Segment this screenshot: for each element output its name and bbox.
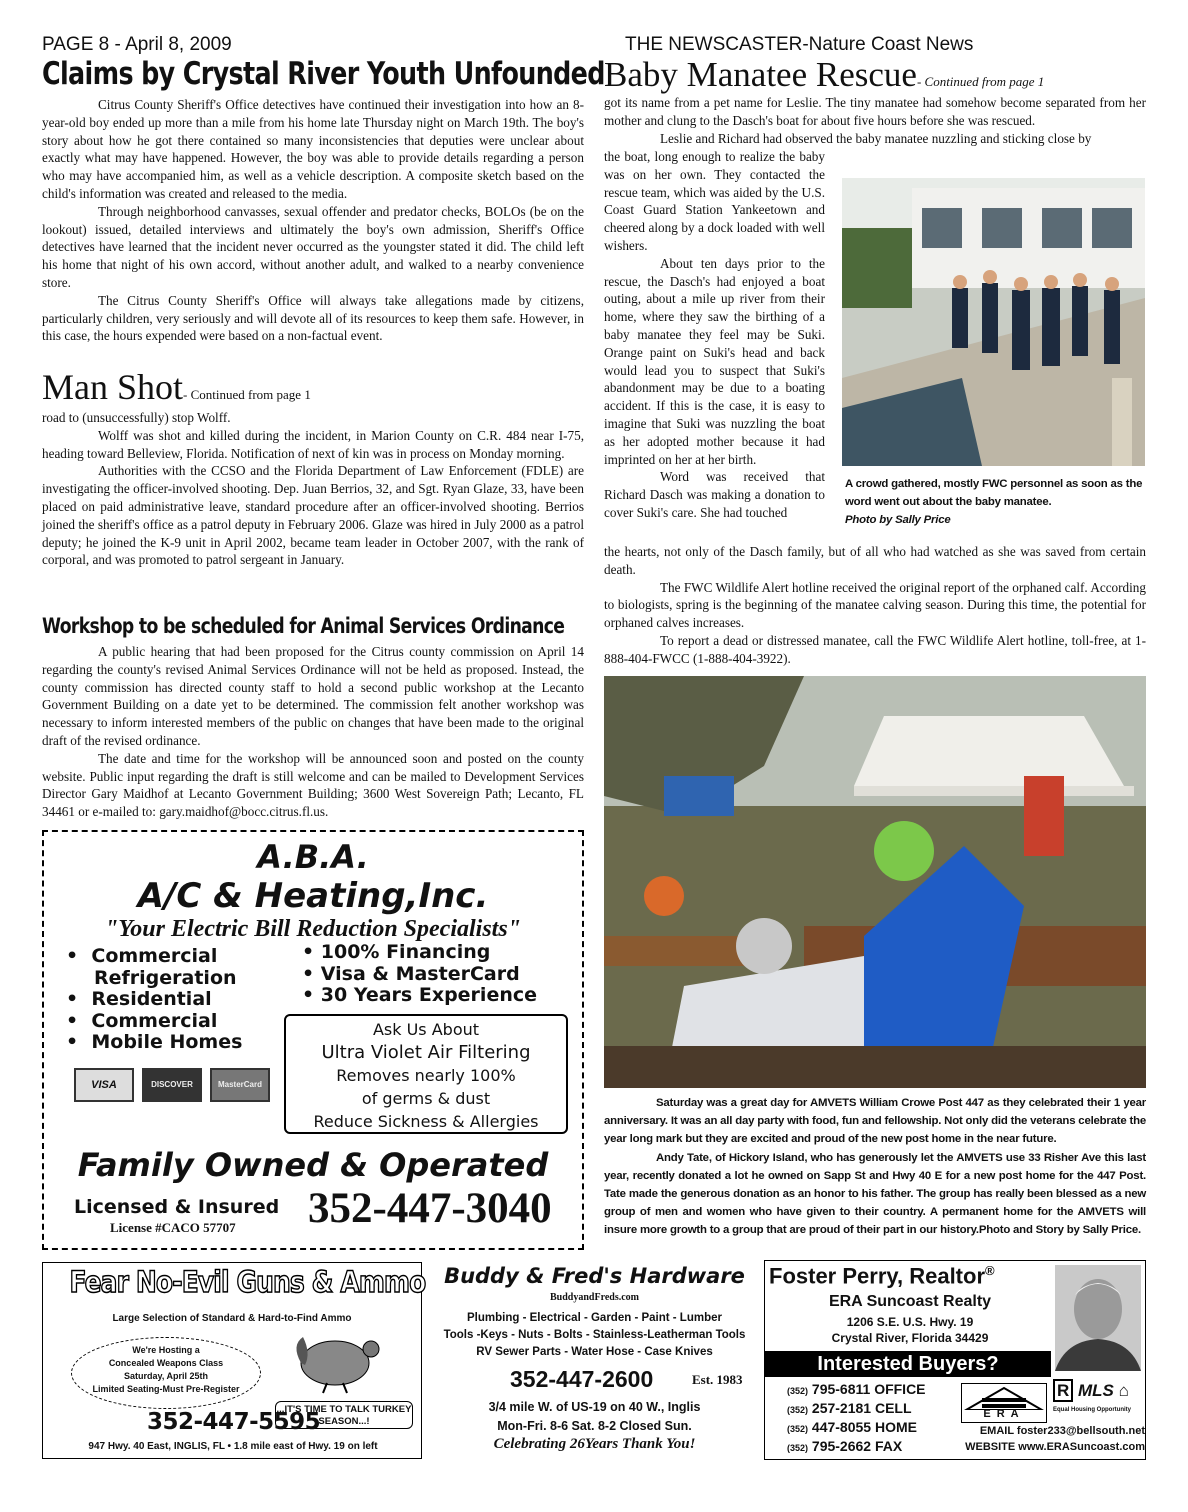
page-folio: PAGE 8 - April 8, 2009 — [42, 34, 232, 55]
aba-licensed: Licensed & Insured — [74, 1196, 280, 1218]
guns-class-notice — [71, 1337, 261, 1409]
realtor-avatar — [1055, 1265, 1141, 1371]
aba-card-logos — [74, 1068, 270, 1102]
uv-line: Reduce Sickness & Allergies — [313, 1112, 539, 1131]
manatee-article-narrow — [604, 148, 825, 522]
guns-phone[interactable]: 352-447-5595 — [147, 1409, 321, 1435]
class-line: Saturday, April 25th — [123, 1371, 209, 1381]
aba-family-owned: Family Owned & Operated — [77, 1146, 549, 1184]
phone-area: (352) — [787, 1443, 809, 1453]
claims-paragraph: Citrus County Sheriff's Office detectives have continued their investigation into how an 8-year-old boy ended up more than a mile from his home late Thursday night on March 19th. The boy's story about how he got there contained so many inconsistencies that deputies were unclear about exactly what may have happened. However, the boy was able to provide details regarding a person who may have accompanied him, as well as a vehicle description. A composite sketch based on the child's information was created and released to the media. — [42, 97, 584, 201]
hardware-celebrating: Celebrating 26Years Thank You! — [493, 1436, 696, 1452]
hardware-title: Buddy & Fred's Hardware — [444, 1264, 745, 1288]
realtor-address1: 1206 S.E. U.S. Hwy. 19 — [846, 1315, 974, 1329]
realtor-address2: Crystal River, Florida 34429 — [831, 1331, 989, 1345]
workshop-paragraph: A public hearing that had been proposed for the Citrus county commission on April 14 regarding the county's revised Animal Services Ordinance will not be held as proposed. Instead, the county commission has directed county staff to hold a second public workshop at the Lecanto Government Building on a date yet to be determined. The commission felt another workshop was necessary to inform interested members of the public on changes that have been made to the original draft of the revised ordinance. — [42, 644, 584, 748]
aba-benefits-list: • 100% Financing • Visa & MasterCard • 30 Years Experience — [302, 941, 538, 1006]
hardware-advertisement — [428, 1262, 761, 1459]
hardware-hours: Mon-Fri. 8-6 Sat. 8-2 Closed Sun. — [497, 1419, 692, 1433]
manshot-paragraph: Wolff was shot and killed during the incident, in Marion County on C.R. 484 near I-75, heading toward Belleview, Florida. Notification of next of kin was in process on Monday morning. — [42, 427, 584, 461]
realtor-portrait — [1055, 1265, 1141, 1371]
dock-photo-caption — [845, 475, 1147, 530]
realtor-phone[interactable]: 257-2181 CELL — [811, 1400, 912, 1416]
amvets-photo — [604, 676, 1146, 1088]
phone-area: (352) — [787, 1405, 809, 1415]
manshot-kicker: - Continued from page 1 — [183, 387, 311, 402]
hardware-product-lines — [428, 1310, 761, 1361]
aba-phone[interactable]: 352-447-3040 — [308, 1185, 552, 1232]
manshot-paragraph: Authorities with the CCSO and the Florida Department of Law Enforcement (FDLE) are investigating the officer-involved shooting. Dep. Juan Berrios, 32, and Sgt. Ryan Glaze, 33, have been placed on paid administrative leave, standard procedure after an officer-involved shooting. Berrios joined the sheriff's office as a patrol deputy in February 2006. Glaze was hired in July 2000 as a patrol deputy; he joined the K-9 unit in April 2002, became team leader in October 2007, with the rank of corporal, and was promoted to patrol sergeant in January. — [42, 463, 584, 568]
manatee-heading — [604, 55, 1044, 95]
manatee-kicker: - Continued from page 1 — [916, 74, 1045, 89]
workshop-paragraph: The date and time for the workshop will be announced soon and posted on the county website. Public input regarding the draft is still welcome and can be mailed to Development Services Director Gary Maidhof at Lecanto Government Building; 3600 West Sovereign Path; Lecanto, FL 34461 or e-mailed to: gary.maidhof@bocc.citrus.fl.us. — [42, 750, 584, 820]
uv-line: Removes nearly 100% — [336, 1066, 516, 1085]
claims-article — [42, 96, 584, 345]
manshot-heading — [42, 366, 311, 408]
guns-address: 947 Hwy. 40 East, INGLIS, FL • 1.8 mile east of Hwy. 19 on left — [88, 1441, 378, 1452]
guns-advertisement — [42, 1262, 426, 1459]
dock-photo-art — [842, 178, 1145, 466]
realtor-website[interactable]: WEBSITE www.ERASuncoast.com — [965, 1441, 1145, 1453]
realtor-advertisement — [764, 1260, 1146, 1460]
manatee-headline: Baby Manatee Rescue — [604, 55, 917, 94]
workshop-article — [42, 643, 584, 821]
manshot-headline: Man Shot — [42, 367, 184, 407]
hardware-line: RV Sewer Parts - Water Hose - Case Knives — [476, 1346, 713, 1358]
manatee-paragraph: To report a dead or distressed manatee, call the FWC Wildlife Alert hotline, toll-free, at 1-888-404-FWCC (1-888-404-3922). — [604, 632, 1146, 666]
hardware-established: Est. 1983 — [692, 1372, 743, 1387]
era-logo — [961, 1383, 1047, 1423]
turkey-icon — [291, 1325, 387, 1395]
claims-headline: Claims by Crystal River Youth Unfounded — [42, 56, 605, 92]
class-line: Limited Seating-Must Pre-Register — [92, 1384, 240, 1394]
manatee-paragraph: Leslie and Richard had observed the baby manatee nuzzling and sticking close by — [660, 130, 1092, 146]
realtor-phone[interactable]: 795-2662 FAX — [811, 1438, 903, 1454]
aba-name: A.B.A. — [257, 838, 369, 876]
amvets-photo-art — [604, 676, 1146, 1088]
amvets-photo-caption — [604, 1094, 1146, 1240]
aba-service: Commercial — [91, 1009, 218, 1032]
uv-line: of germs & dust — [361, 1089, 491, 1108]
uv-line: Ask Us About — [372, 1020, 480, 1039]
aba-benefit: Visa & MasterCard — [320, 962, 520, 985]
discover-logo: DISCOVER — [142, 1068, 202, 1102]
phone-area: (352) — [787, 1386, 809, 1396]
equal-housing-icon: ⌂ — [1118, 1381, 1129, 1400]
amvets-caption-p2: Andy Tate, of Hickory Island, who has generously let the AMVETS use 33 Risher Ave this last year, recently donated a lot he owned on Sapp St and Hwy 40 E for a new post home for the 447 Post. Tate made the generous donation as an honor to his father. The group has really been blessed as a new group of men and women who have given to their country. A permanent home for the AMVETS will insure more growth to a group that are proud of their part in our history.Photo and Story by Sally Price. — [604, 1151, 1146, 1237]
uv-line: Ultra Violet Air Filtering — [321, 1042, 531, 1063]
aba-tagline: "Your Electric Bill Reduction Specialists" — [104, 916, 521, 942]
mls-logo — [1053, 1381, 1129, 1401]
realtor-phone-list — [787, 1381, 926, 1457]
dock-caption-text: A crowd gathered, mostly FWC personnel as soon as the word went out about the baby manatee. — [845, 478, 1143, 509]
hardware-phone[interactable]: 352-447-2600 — [510, 1366, 654, 1392]
era-text: ERA — [983, 1408, 1025, 1420]
manshot-article — [42, 409, 584, 569]
hardware-line: Plumbing - Electrical - Garden - Paint - Lumber — [467, 1312, 722, 1324]
aba-uv-box — [284, 1014, 568, 1134]
aba-service: Mobile Homes — [91, 1031, 243, 1053]
mastercard-logo: MasterCard — [210, 1068, 270, 1102]
claims-paragraph: The Citrus County Sheriff's Office will always take allegations made by citizens, particularly children, very seriously and will devote all of its resources to keep them safe. However, in this case, the hours expended were based on a non-factual event. — [42, 292, 584, 344]
guns-subtitle: Large Selection of Standard & Hard-to-Find Ammo — [112, 1313, 352, 1324]
manatee-paragraph: the boat, long enough to realize the baby was on her own. They contacted the rescue team, which was aided by the U.S. Coast Guard Station Yankeetown and cheered along by a dock loaded with well wishers. — [604, 149, 825, 253]
realtor-name-line — [769, 1263, 995, 1289]
aba-license-number: License #CACO 57707 — [110, 1220, 236, 1235]
aba-benefit: 100% Financing — [320, 941, 491, 963]
claims-paragraph: Through neighborhood canvasses, sexual offender and predator checks, BOLOs (be on the lookout) issued, detailed interviews and ultimately the boy's own admission, Sheriff's Office detectives have learned that the incident never occurred as the youngster stated it did. The child left his home that night of his own accord, without another adult, and walked to a nearby convenience store. — [42, 203, 584, 290]
manatee-article-top — [604, 94, 1146, 147]
realtor-email[interactable]: EMAIL foster233@bellsouth.net — [979, 1425, 1145, 1437]
eho-text: Equal Housing Opportunity — [1053, 1407, 1131, 1413]
manshot-lead: road to (unsuccessfully) stop Wolff. — [42, 410, 231, 425]
publication-name: THE NEWSCASTER-Nature Coast News — [625, 34, 974, 55]
mls-text: MLS — [1078, 1381, 1114, 1400]
registered-mark: ® — [985, 1263, 995, 1278]
manatee-paragraph: got its name from a pet name for Leslie. The tiny manatee had somehow become separated from her mother and clung to the Dasch's boat for about five hours before she was rescued. — [604, 95, 1146, 128]
class-line: We're Hosting a — [132, 1345, 200, 1355]
visa-logo: VISA — [74, 1068, 134, 1102]
manatee-article-bottom — [604, 543, 1146, 668]
aba-advertisement — [42, 830, 584, 1250]
realtor-phone[interactable]: 447-8055 HOME — [811, 1419, 917, 1435]
dock-photo — [842, 178, 1145, 466]
mls-eho-logos — [1051, 1381, 1145, 1421]
guns-title: Fear No-Evil Guns & Ammo — [69, 1265, 426, 1299]
workshop-headline: Workshop to be scheduled for Animal Services Ordinance — [42, 614, 565, 638]
dock-caption-credit: Photo by Sally Price — [845, 514, 951, 527]
hardware-line: Tools -Keys - Nuts - Bolts - Stainless-Leatherman Tools — [443, 1329, 746, 1341]
realtor-company: ERA Suncoast Realty — [828, 1293, 992, 1310]
manatee-paragraph: Word was received that Richard Dasch was making a donation to cover Suki's care. She had touched — [604, 469, 825, 520]
manatee-paragraph: The FWC Wildlife Alert hotline received the original report of the orphaned calf. According to biologists, spring is the beginning of the manatee calving season. During this time, the potential for orphaned calves increases. — [604, 579, 1146, 631]
phone-area: (352) — [787, 1424, 809, 1434]
hardware-url[interactable]: BuddyandFreds.com — [549, 1292, 639, 1303]
amvets-caption-p1: Saturday was a great day for AMVETS William Crowe Post 447 as they celebrated their 1 year anniversary. It was an all day party with food, fun and fellowship. Not only did the veterans celebrate the year long mark but they are excited and proud of the new post home in the near future. — [604, 1097, 1146, 1146]
manatee-paragraph: the hearts, not only of the Dasch family, but of all who had watched as she was saved from certain death. — [604, 544, 1146, 577]
realtor-name: Foster Perry, Realtor — [769, 1263, 986, 1289]
hardware-location: 3/4 mile W. of US-19 on 40 W., Inglis — [488, 1400, 701, 1414]
aba-service: Commercial Refrigeration — [91, 945, 237, 989]
manatee-paragraph: About ten days prior to the rescue, the Dasch's had enjoyed a boat outing, about a mile up river from their home, where they saw the birthing of a baby manatee they feel may be Suki. Orange paint on Suki's head and back would lead you to suspect that Suki's abandonment may be due to a boating accident. If this is the case, it is easy to imagine that Suki was nuzzling the boat as her adopted mother because it had imprinted on her at her birth. — [604, 255, 825, 467]
aba-service: Residential — [91, 988, 212, 1010]
guns-turkey-banner: ...IT'S TIME TO TALK TURKEY SEASON...! — [275, 1401, 413, 1429]
realtor-r-icon: R — [1053, 1379, 1073, 1402]
realtor-banner: Interested Buyers? — [765, 1351, 1051, 1377]
aba-benefit: 30 Years Experience — [320, 984, 538, 1006]
realtor-phone[interactable]: 795-6811 OFFICE — [811, 1381, 926, 1397]
aba-company: A/C & Heating,Inc. — [137, 876, 489, 916]
class-line: Concealed Weapons Class — [108, 1358, 224, 1368]
aba-services-list: • Commercial Refrigeration • Residential • Commercial • Mobile Homes — [66, 945, 243, 1053]
